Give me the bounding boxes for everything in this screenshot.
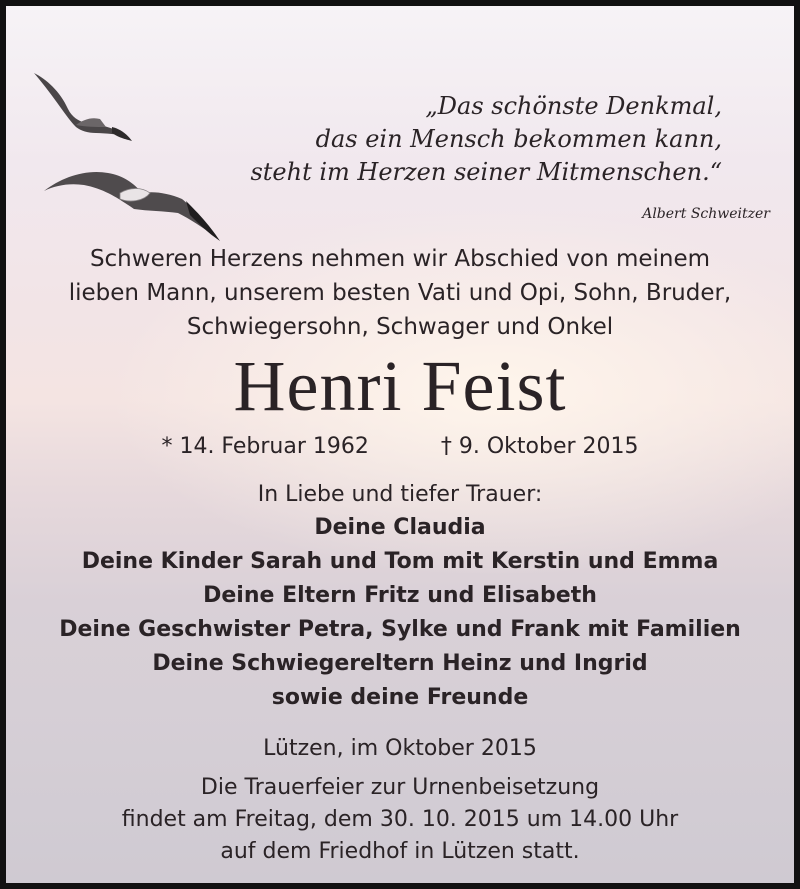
service-info bbox=[6, 772, 794, 868]
service-line: auf dem Friedhof in Lützen statt. bbox=[220, 839, 580, 864]
quote-line: „Das schönste Denkmal, bbox=[425, 92, 722, 120]
mourner-line: sowie deine Freunde bbox=[271, 685, 529, 710]
mourner-line: Deine Schwiegereltern Heinz und Ingrid bbox=[152, 651, 648, 676]
mourner-line: Deine Kinder Sarah und Tom mit Kerstin und Emma bbox=[81, 549, 719, 574]
intro-line: Schwiegersohn, Schwager und Onkel bbox=[186, 314, 614, 340]
life-dates bbox=[6, 432, 794, 462]
mourner-line: Deine Claudia bbox=[314, 515, 486, 540]
mourner-line: Deine Eltern Fritz und Elisabeth bbox=[203, 583, 597, 608]
intro-text bbox=[6, 242, 794, 344]
mourner-line: Deine Geschwister Petra, Sylke und Frank mit Familien bbox=[59, 617, 741, 642]
intro-line: lieben Mann, unserem besten Vati und Opi, Sohn, Bruder, bbox=[68, 280, 732, 306]
birth-date: * 14. Februar 1962 bbox=[161, 434, 369, 459]
death-date: † 9. Oktober 2015 bbox=[440, 434, 639, 459]
quote-author: Albert Schweitzer bbox=[642, 206, 770, 222]
place-date: Lützen, im Oktober 2015 bbox=[263, 736, 537, 761]
quote-line: steht im Herzen seiner Mitmenschen.“ bbox=[250, 158, 722, 186]
service-line: Die Trauerfeier zur Urnenbeisetzung bbox=[200, 775, 600, 800]
deceased-name: Henri Feist bbox=[233, 346, 567, 426]
seagull-upper bbox=[34, 73, 132, 141]
quote-line: das ein Mensch bekommen kann, bbox=[315, 125, 722, 153]
quote-block bbox=[122, 90, 722, 189]
intro-line: Schweren Herzens nehmen wir Abschied von meinem bbox=[89, 246, 711, 272]
mourners-list bbox=[6, 511, 794, 715]
mourners-heading: In Liebe und tiefer Trauer: bbox=[257, 482, 543, 507]
service-line: findet am Freitag, dem 30. 10. 2015 um 14.00 Uhr bbox=[121, 807, 679, 832]
